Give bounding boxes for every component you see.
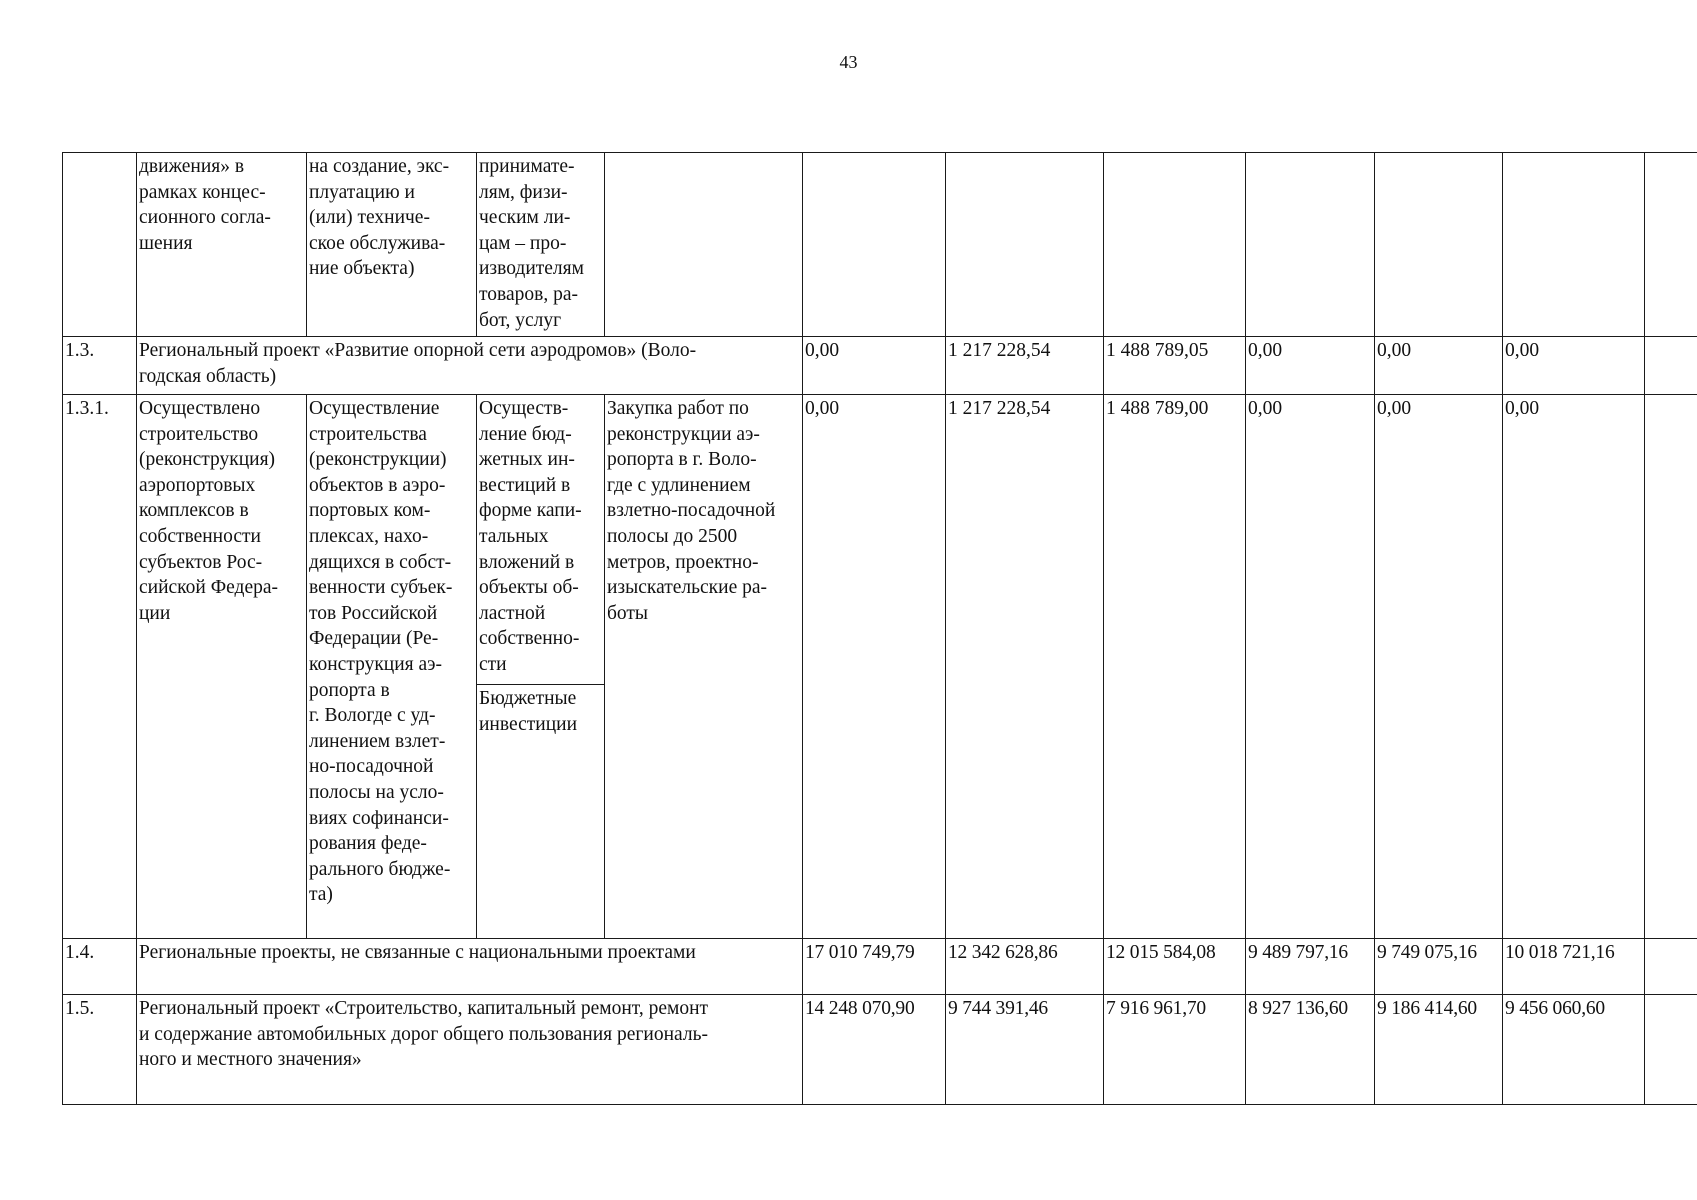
cell-value-6 <box>1503 153 1645 337</box>
cell-measure: на создание, экс- плуатацию и (или) техниче- ское обслужива- ние объекта) <box>307 153 477 337</box>
cell-value-2: 12 342 628,86 <box>946 939 1104 995</box>
cell-value-4: 8 927 136,60 <box>1246 995 1375 1105</box>
cell-expense-type: Бюджетные инвестиции <box>477 685 605 939</box>
cell-expense-type: принимате- лям, физи- ческим ли- цам – про- изводителям товаров, ра- бот, услуг <box>477 153 605 337</box>
cell-value-7 <box>1645 153 1697 337</box>
cell-value-2: 9 744 391,46 <box>946 995 1104 1105</box>
cell-value-5: 9 749 075,16 <box>1375 939 1503 995</box>
table-row-continuation <box>63 153 1697 337</box>
cell-result: Осуществлено строительство (реконструкция) аэропортовых комплексов в собственности субъектов Рос- сийской Федера- ции <box>137 395 307 939</box>
cell-value-7 <box>1645 995 1697 1105</box>
cell-num <box>63 153 137 337</box>
cell-value-4: 9 489 797,16 <box>1246 939 1375 995</box>
cell-value-5: 9 186 414,60 <box>1375 995 1503 1105</box>
cell-value-4 <box>1246 153 1375 337</box>
cell-value-2 <box>946 153 1104 337</box>
cell-value-2: 1 217 228,54 <box>946 395 1104 939</box>
cell-num: 1.3.1. <box>63 395 137 939</box>
cell-value-6: 9 456 060,60 <box>1503 995 1645 1105</box>
cell-project-title: Региональные проекты, не связанные с национальными проектами <box>137 939 803 995</box>
cell-value-5 <box>1375 153 1503 337</box>
cell-value-4: 0,00 <box>1246 395 1375 939</box>
cell-value-5: 0,00 <box>1375 337 1503 395</box>
cell-value-1: 14 248 070,90 <box>803 995 946 1105</box>
budget-table <box>62 152 1697 1105</box>
cell-project-title: Региональный проект «Развитие опорной сети аэродромов» (Воло- годская область) <box>137 337 803 395</box>
cell-value-1 <box>803 153 946 337</box>
cell-num: 1.5. <box>63 995 137 1105</box>
table-row-1-4 <box>63 939 1697 995</box>
cell-num: 1.4. <box>63 939 137 995</box>
page-number: 43 <box>839 52 858 72</box>
cell-measure: Осуществление строительства (реконструкции) объектов в аэро- портовых ком- плексах, нахо- дящихся в собст- венности субъек- тов Российской Федерации (Ре- конструкция аэ- ропорта в г. Вологде с уд- линением взлет- но-посадочной полосы на усло- виях софинанси- рования феде- рального бюдже- та) <box>307 395 477 939</box>
cell-value-3: 1 488 789,05 <box>1104 337 1246 395</box>
cell-value-6: 0,00 <box>1503 395 1645 939</box>
cell-value-7 <box>1645 939 1697 995</box>
cell-value-6: 0,00 <box>1503 337 1645 395</box>
cell-value-3: 7 916 961,70 <box>1104 995 1246 1105</box>
cell-description <box>605 153 803 337</box>
cell-value-2: 1 217 228,54 <box>946 337 1104 395</box>
cell-value-1: 17 010 749,79 <box>803 939 946 995</box>
cell-value-5: 0,00 <box>1375 395 1503 939</box>
table-row-1-3-1 <box>63 395 1697 685</box>
cell-value-1: 0,00 <box>803 395 946 939</box>
cell-num: 1.3. <box>63 337 137 395</box>
cell-project-title: Региональный проект «Строительство, капитальный ремонт, ремонт и содержание автомобильных дорог общего пользования региональ- ного и местного значения» <box>137 995 803 1105</box>
cell-expense-type: Осуществ- ление бюд- жетных ин- вестиций в форме капи- тальных вложений в объекты об- ластной собственно- сти <box>477 395 605 685</box>
table-row-1-5 <box>63 995 1697 1105</box>
cell-value-7 <box>1645 395 1697 939</box>
cell-value-6: 10 018 721,16 <box>1503 939 1645 995</box>
cell-value-4: 0,00 <box>1246 337 1375 395</box>
cell-value-3: 1 488 789,00 <box>1104 395 1246 939</box>
cell-description: Закупка работ по реконструкции аэ- ропорта в г. Воло- где с удлинением взлетно-посадочной полосы до 2500 метров, проектно- изыскательские ра- боты <box>605 395 803 939</box>
cell-value-3: 12 015 584,08 <box>1104 939 1246 995</box>
cell-value-1: 0,00 <box>803 337 946 395</box>
cell-value-7 <box>1645 337 1697 395</box>
cell-result: движения» в рамках концес- сионного согла- шения <box>137 153 307 337</box>
table-row-1-3 <box>63 337 1697 395</box>
cell-value-3 <box>1104 153 1246 337</box>
